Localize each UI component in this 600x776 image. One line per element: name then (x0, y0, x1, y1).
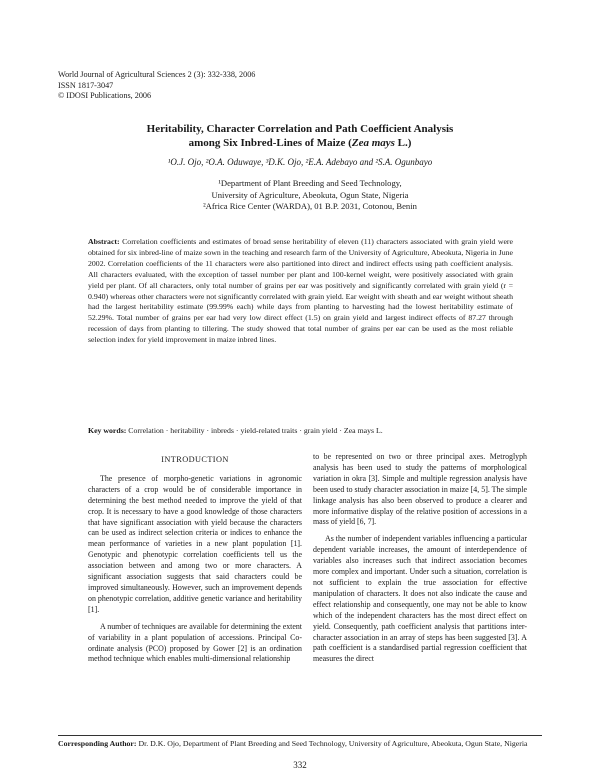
copyright: © IDOSI Publications, 2006 (58, 91, 152, 100)
title-line-2-suffix: L.) (394, 137, 412, 149)
abstract-label: Abstract: (88, 237, 120, 246)
affiliation-line: ¹Department of Plant Breeding and Seed Technology, (218, 178, 402, 188)
issn: ISSN 1817-3047 (58, 80, 114, 90)
author-list: ¹O.J. Ojo, ²O.A. Oduwaye, ³D.K. Ojo, ²E.A. Adebayo and ²S.A. Ogunbayo (167, 157, 433, 167)
paper-title (0, 122, 600, 150)
corresponding-author-text: Dr. D.K. Ojo, Department of Plant Breeding and Seed Technology, University of Agriculture, Abeokuta, Ogun State, Nigeria (136, 739, 528, 748)
body-column-left (88, 452, 302, 665)
keywords (88, 426, 513, 435)
title-line-2 (0, 136, 600, 150)
title-species: Zea mays (351, 137, 395, 149)
paragraph: A number of techniques are available for determining the extent of variability in a plant population of accessions. Principal Co-ordinate analysis (PCO) proposed by Gower [2] is an ordination method technique which enables multi-dimensional relationship (88, 621, 302, 664)
keywords-label: Key words: (88, 426, 127, 435)
title-line-2-prefix: among Six Inbred-Lines of Maize ( (188, 137, 352, 149)
paragraph: As the number of independent variables influencing a particular dependent variable increases, the amount of interdependence of variables also increases such that indirect association becomes more complex and important. Under such a situation, correlation is not sufficient to explain the true association for effective manipulation of characters. It does not also indicate the cause and effect relationship and consequently, one may not be able to know which of the independent characters has the most direct effect on yield. Consequently, path coefficient analysis that partitions inter-character association in an array of steps has been suggested [3]. A path coefficient is a standardised partial regression coefficient that measures the direct (313, 534, 527, 664)
journal-header (58, 70, 255, 102)
affiliation-line: University of Agriculture, Abeokuta, Ogun State, Nigeria (211, 189, 409, 200)
keywords-text: Correlation · heritability · inbreds · yield-related traits · grain yield · Zea mays L. (126, 426, 383, 435)
corresponding-author-label: Corresponding Author: (58, 739, 137, 748)
affiliation-line: ²Africa Rice Center (WARDA), 01 B.P. 2031, Cotonou, Benin (203, 201, 417, 212)
title-line-1: Heritability, Character Correlation and Path Coefficient Analysis (146, 123, 454, 135)
corresponding-author-note (58, 739, 542, 749)
affiliations (160, 178, 460, 213)
abstract (88, 237, 513, 346)
journal-citation: World Journal of Agricultural Sciences 2 (3): 332-338, 2006 (58, 70, 256, 79)
paragraph: to be represented on two or three principal axes. Metroglyph analysis has been used to study the patterns of morphological variation in okra [3]. Simple and multiple regression analysis have been used to study character association in maize [4, 5]. The simple linkage analysis has also been observed to produce a clearer and more informative display of the relative position of accessions in a mass of yield [6, 7]. (313, 452, 527, 527)
page-number: 332 (293, 760, 307, 770)
paragraph: The presence of morpho-genetic variations in agronomic characters of a crop would be of considerable importance in determining the best method needed to improve the yield of that crop. It is necessary to have a good knowledge of those characters that have significant association with yield because the characters can be used as indirect selection criteria or indices to enhance the mean performance of varieties in a new plant population [1]. Genotypic and phenotypic correlation coefficients tell us the association between and among two or more characters. A significant association suggests that said characters could be improved simultaneously. However, such an improvement depends on phenotypic correlation, additive genetic variance and heritability [1]. (88, 473, 302, 614)
abstract-text: Correlation coefficients and estimates of broad sense heritability of eleven (11) characters associated with grain yield were obtained for six inbred-line of maize sown in the teaching and research farm of the University of Agriculture, Abeokuta, Nigeria in June 2002. Correlation coefficients of the 11 characters were also partitioned into direct and indirect effects using path coefficient analysis. All characters evaluated, with the exception of tassel number per plant and 100-kernel weight, were positively associated with grain yield per plant. Of all characters, only total number of grains per ear was positively and significantly correlated with grain yield (r = 0.940) whereas other characters were not significantly correlated with grain yield. Ear weight with sheath and ear weight without sheath had the largest heritability estimate (99.99% each) while days from planting to harvesting had the lowest heritability estimate of 52.29%. Total number of grains per ear had very low direct effect (1.5) on grain yield and largest indirect effects of 87.27 through recession of days from planting to tillering. The study showed that total number of grains per ear can be used as the most reliable selection index for yield improvement in maize inbred lines. (88, 237, 513, 345)
footnote-divider (58, 735, 542, 736)
section-heading-introduction: INTRODUCTION (161, 455, 229, 464)
body-column-right (313, 452, 527, 665)
